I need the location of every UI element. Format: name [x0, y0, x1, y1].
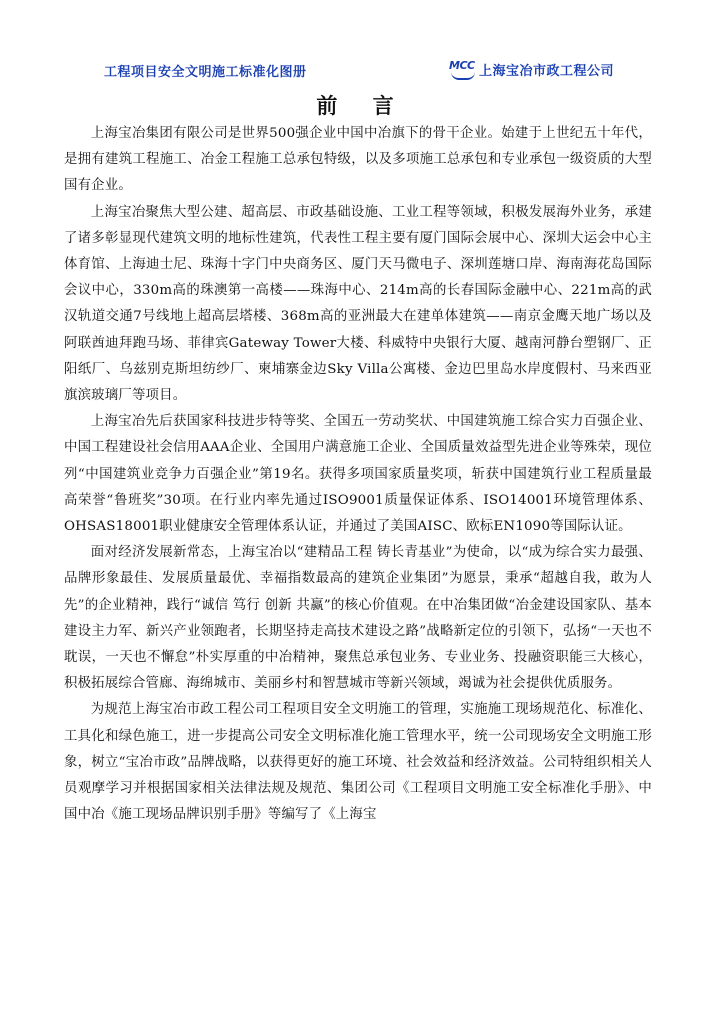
logo-text: MCC — [449, 59, 475, 72]
paragraph-mission: 面对经济发展新常态，上海宝冶以“建精品工程 铸长青基业”为使命，以“成为综合实力最强、品牌形象最佳、发展质量最优、幸福指数最高的建筑企业集团”为愿景，秉承“超越自我，敢为人先”的企业精神，践行“诚信 笃行 创新 共赢”的核心价值观。在中冶集团做“冶金建设国家队、基本建设主力军、新兴产业领跑者，长期坚持走高技术建设之路”战略新定位的引领下，弘扬“一天也不耽误，一天也不懈怠”朴实厚重的中冶精神，聚焦总承包业务、专业业务、投融资职能三大核心，积极拓展综合管廊、海绵城市、美丽乡村和智慧城市等新兴领域，竭诚为社会提供优质服务。 — [64, 545, 652, 692]
company-brand — [449, 58, 614, 80]
paragraph-intro: 上海宝冶集团有限公司是世界500强企业中国中冶旗下的骨干企业。始建于上世纪五十年代，是拥有建筑工程施工、冶金工程施工总承包特级，以及多项施工总承包和专业承包一级资质的大型国有企业。 — [64, 126, 652, 194]
paragraph-purpose: 为规范上海宝冶市政工程公司工程项目安全文明施工的管理，实施施工现场规范化、标准化、工具化和绿色施工，进一步提高公司安全文明标准化施工管理水平，统一公司现场安全文明施工形象，树立“宝冶市政”品牌战略，以获得更好的施工环境、社会效益和经济效益。公司特组织相关人员观摩学习并根据国家相关法律法规及规范、集团公司《工程项目文明施工安全标准化手册》、中国中冶《施工现场品牌识别手册》等编写了《上海宝 — [64, 702, 652, 823]
page-header — [0, 58, 724, 84]
company-name: 上海宝冶市政工程公司 — [479, 63, 615, 79]
paragraph-awards: 上海宝冶先后获国家科技进步特等奖、全国五一劳动奖状、中国建筑施工综合实力百强企业、中国工程建设社会信用AAA企业、全国用户满意施工企业、全国质量效益型先进企业等殊荣，现位列“中国建筑业竞争力百强企业”第19名。获得多项国家质量奖项，斩获中国建筑行业工程质量最高荣誉“鲁班奖”30项。在行业内率先通过ISO9001质量保证体系、ISO14001环境管理体系、OHSAS18001职业健康安全管理体系认证，并通过了美国AISC、欧标EN1090等国际认证。 — [64, 414, 652, 535]
manual-title: 工程项目安全文明施工标准化图册 — [104, 65, 307, 80]
mcc-logo-icon — [449, 58, 477, 80]
page-title: 前 言 — [316, 93, 408, 118]
paragraph-projects: 上海宝冶聚焦大型公建、超高层、市政基础设施、工业工程等领域，积极发展海外业务，承建了诸多彰显现代建筑文明的地标性建筑，代表性工程主要有厦门国际会展中心、深圳大运会中心主体育馆、上海迪士尼、珠海十字门中央商务区、厦门天马微电子、深圳莲塘口岸、海南海花岛国际会议中心，330m高的珠澳第一高楼——珠海中心、214m高的长春国际金融中心、221m高的武汉轨道交通7号线地上超高层塔楼、368m高的亚洲最大在建单体建筑——南京金鹰天地广场以及阿联酋迪拜跑马场、菲律宾Gateway Tower大楼、科威特中央银行大厦、越南河静台塑钢厂、正阳纸厂、乌兹别克斯坦纺纱厂、柬埔寨金边Sky Villa公寓楼、金边巴里岛水岸度假村、马来西亚旗滨玻璃厂等项目。 — [64, 204, 652, 404]
document-body — [64, 121, 652, 828]
